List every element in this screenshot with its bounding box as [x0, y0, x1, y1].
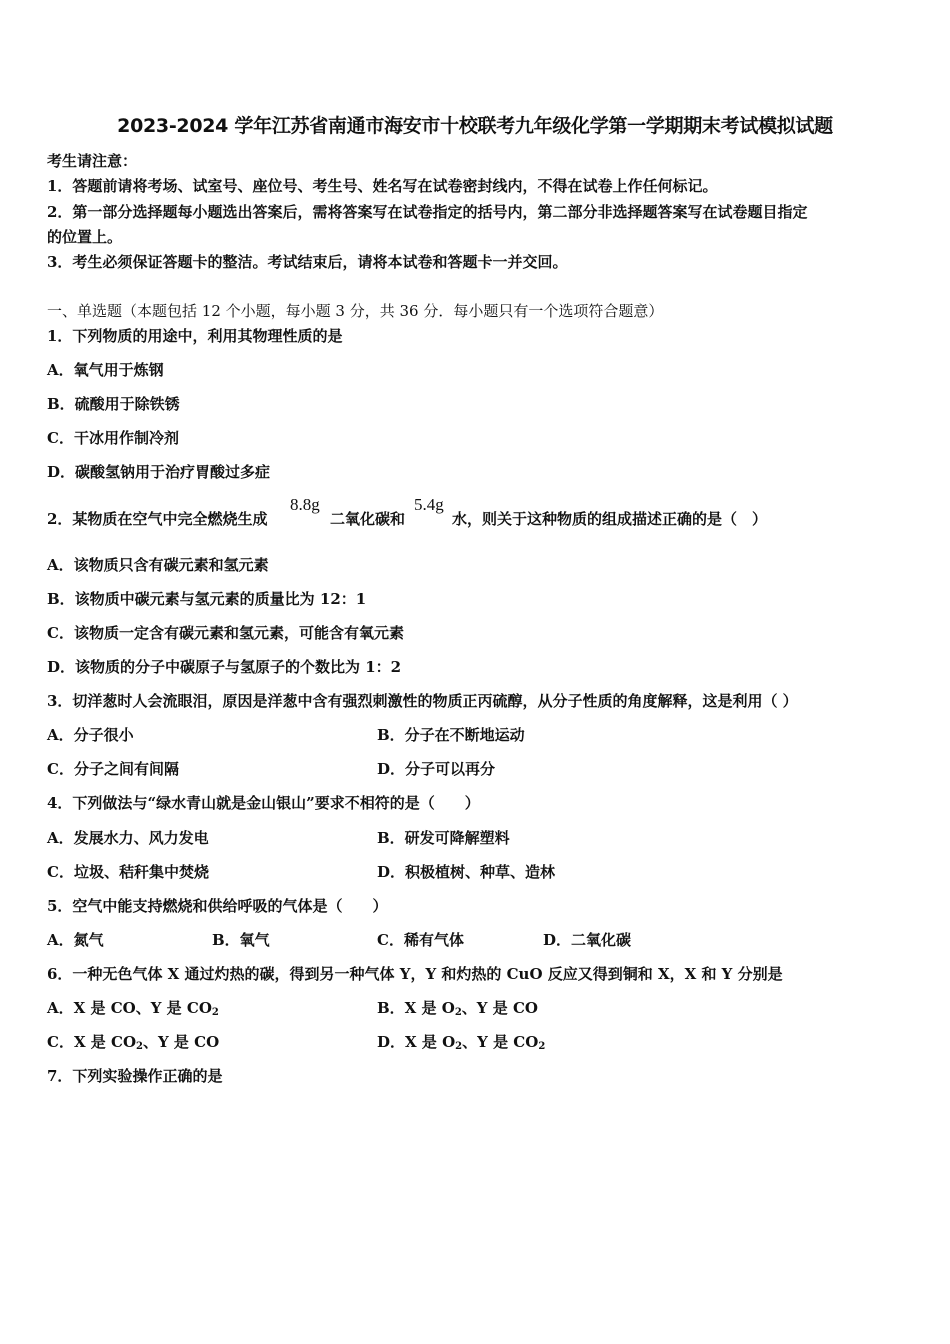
subscript: 2 [538, 1041, 546, 1052]
question-6-option-b [377, 998, 538, 1018]
notice-item: 1．答题前请将考场、试室号、座位号、考生号、姓名写在试卷密封线内，不得在试卷上作任何标记。 [47, 177, 718, 195]
question-5-option-c: C．稀有气体 [377, 931, 464, 949]
notice-heading: 考生请注意： [47, 152, 138, 170]
question-3-option-d: D．分子可以再分 [377, 760, 496, 778]
question-2-stem-part1: 2．某物质在空气中完全燃烧生成 [47, 510, 268, 528]
question-6-option-d-text-mid: 、Y 是 CO [462, 1033, 539, 1051]
question-6-option-d [377, 1032, 545, 1052]
question-6-option-b-text-end: 、Y 是 CO [461, 999, 538, 1017]
question-5-option-d: D．二氧化碳 [543, 931, 632, 949]
question-2-stem-part3: 水，则关于这种物质的组成描述正确的是（ ） [452, 510, 768, 528]
question-2-mass-co2: 8.8g [290, 495, 320, 514]
question-4-option-c: C．垃圾、秸秆集中焚烧 [47, 863, 209, 881]
question-6-option-c [47, 1032, 219, 1052]
question-2-stem-part2: 二氧化碳和 [330, 510, 406, 528]
notice-item: 2．第一部分选择题每小题选出答案后，需将答案写在试卷指定的括号内，第二部分非选择题答案写在试卷题目指定 [47, 203, 808, 221]
question-4-option-b: B．研发可降解塑料 [377, 829, 510, 847]
question-1-option-d: D．碳酸氢钠用于治疗胃酸过多症 [47, 463, 271, 481]
question-7-stem: 7．下列实验操作正确的是 [47, 1067, 223, 1085]
question-6-option-c-text: C．X 是 CO [47, 1033, 137, 1051]
subscript: 2 [211, 1007, 219, 1018]
page-title: 2023-2024 学年江苏省南通市海安市十校联考九年级化学第一学期期末考试模拟试题 [117, 115, 833, 137]
section-heading: 一、单选题（本题包括 12 个小题，每小题 3 分，共 36 分．每小题只有一个选项符合题意） [47, 302, 664, 320]
notice-item: 3．考生必须保证答题卡的整洁。考试结束后，请将本试卷和答题卡一并交回。 [47, 253, 568, 271]
question-6-option-d-text: D．X 是 O [377, 1033, 456, 1051]
question-2-option-a: A．该物质只含有碳元素和氢元素 [47, 556, 269, 574]
question-2-mass-water: 5.4g [414, 495, 444, 514]
subscript: 2 [455, 1041, 463, 1052]
question-4-option-d: D．积极植树、种草、造林 [377, 863, 556, 881]
question-5-option-b: B．氧气 [212, 931, 270, 949]
question-1-stem: 1．下列物质的用途中，利用其物理性质的是 [47, 327, 343, 345]
question-6-option-a-text: A．X 是 CO、Y 是 CO [47, 999, 212, 1017]
question-6-option-c-text-end: 、Y 是 CO [143, 1033, 220, 1051]
question-6-option-a [47, 998, 219, 1018]
question-2-option-b: B．该物质中碳元素与氢元素的质量比为 12：1 [47, 590, 367, 608]
question-3-option-c: C．分子之间有间隔 [47, 760, 179, 778]
question-2-option-d: D．该物质的分子中碳原子与氢原子的个数比为 1：2 [47, 658, 402, 676]
question-4-stem: 4．下列做法与“绿水青山就是金山银山”要求不相符的是（ ） [47, 794, 480, 812]
notice-item: 的位置上。 [47, 228, 123, 246]
question-1-option-c: C．干冰用作制冷剂 [47, 429, 179, 447]
question-3-option-a: A．分子很小 [47, 726, 134, 744]
subscript: 2 [454, 1007, 462, 1018]
question-5-stem: 5．空气中能支持燃烧和供给呼吸的气体是（ ） [47, 897, 388, 915]
question-3-option-b: B．分子在不断地运动 [377, 726, 525, 744]
question-4-option-a: A．发展水力、风力发电 [47, 829, 209, 847]
subscript: 2 [136, 1041, 143, 1052]
question-6-stem: 6．一种无色气体 X 通过灼热的碳，得到另一种气体 Y，Y 和灼热的 CuO 反应又得到铜和 X，X 和 Y 分别是 [47, 965, 783, 983]
question-6-option-b-text: B．X 是 O [377, 999, 455, 1017]
question-1-option-a: A．氧气用于炼钢 [47, 361, 164, 379]
question-1-option-b: B．硫酸用于除铁锈 [47, 395, 180, 413]
question-2-option-c: C．该物质一定含有碳元素和氢元素，可能含有氧元素 [47, 624, 404, 642]
question-5-option-a: A．氮气 [47, 931, 104, 949]
question-2-stem [47, 495, 927, 529]
question-3-stem: 3．切洋葱时人会流眼泪，原因是洋葱中含有强烈刺激性的物质正丙硫醇，从分子性质的角度解释，这是利用（ ） [47, 692, 798, 710]
